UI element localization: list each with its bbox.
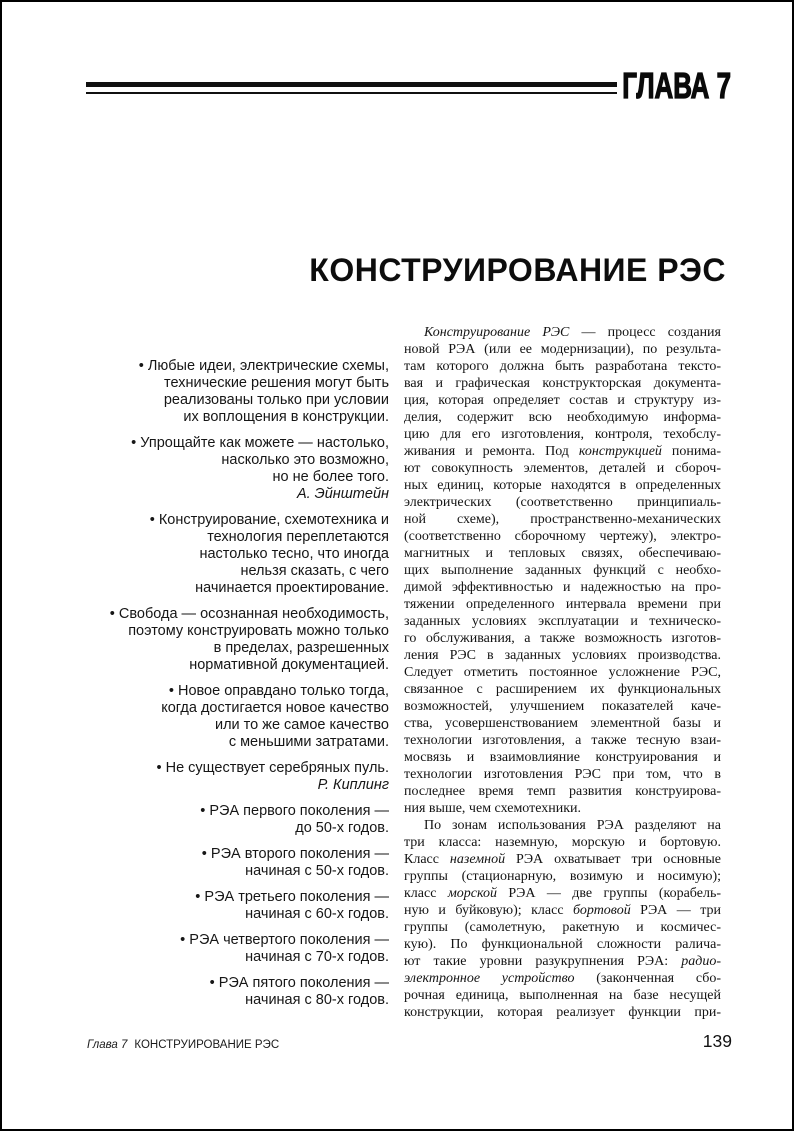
text-segment: ют совокупность элементов, деталей и сбороч- — [404, 461, 721, 476]
text-line — [404, 426, 721, 443]
text-line — [404, 766, 721, 783]
page-number: 139 — [702, 1031, 732, 1051]
text-segment: тяжении определенного интервала времени при — [404, 597, 721, 612]
paragraph — [404, 817, 721, 1021]
text-line — [87, 580, 389, 597]
epigraph-item — [87, 889, 389, 923]
text-segment: нормативной документацией. — [189, 657, 389, 673]
text-line — [404, 800, 721, 817]
text-segment: начиная с 70-х годов. — [245, 949, 389, 965]
text-line — [87, 683, 389, 700]
text-segment: живания и ремонта. Под — [404, 444, 579, 459]
text-segment: вая и графическая конструкторская документа- — [404, 376, 721, 391]
text-line — [87, 606, 389, 623]
text-segment: нельзя сказать, с чего — [240, 563, 389, 579]
text-segment: По зонам использования РЭА разделяют на — [424, 818, 721, 833]
text-segment: цию для его изготовления, контроля, техобслу- — [404, 427, 721, 442]
text-line — [87, 452, 389, 469]
italic-text-segment: конструкцией — [578, 444, 662, 459]
italic-text-segment: Конструирование РЭС — [424, 325, 570, 340]
text-segment: ния выше, чем схемотехники. — [404, 801, 582, 816]
text-segment: начиная с 80-х годов. — [245, 992, 389, 1008]
text-segment: • РЭА четвертого поколения — — [180, 932, 389, 948]
text-segment: кую). По функциональной сложности ралича- — [404, 937, 721, 952]
text-line — [404, 868, 721, 885]
text-line — [87, 435, 389, 452]
text-segment: реализованы только при условии — [163, 392, 389, 408]
text-segment: технологии изготовления РЭС при том, что в — [404, 767, 721, 782]
text-line — [87, 546, 389, 563]
text-line — [404, 477, 721, 494]
text-line — [404, 1004, 721, 1021]
italic-text-segment: радио- — [681, 954, 721, 969]
text-line — [404, 987, 721, 1004]
epigraph-item — [87, 846, 389, 880]
footer-running-title — [87, 1039, 279, 1051]
text-line — [87, 409, 389, 426]
footer-chapter-label: Глава 7 — [87, 1039, 128, 1051]
text-line — [404, 749, 721, 766]
text-line — [404, 324, 721, 341]
text-line — [87, 734, 389, 751]
italic-text-segment: бортовой — [573, 903, 631, 918]
text-segment: РЭА охватывает три основные — [505, 852, 721, 867]
header-rule-thin — [86, 92, 617, 94]
text-segment: ных единиц, которые находятся в определенных — [404, 478, 721, 493]
text-line — [404, 409, 721, 426]
text-segment: (законченная сбо- — [574, 971, 721, 986]
epigraph-item — [87, 760, 389, 794]
text-line — [404, 698, 721, 715]
text-line — [87, 760, 389, 777]
text-segment: — процесс создания — [569, 325, 721, 340]
italic-text-segment: Р. Киплинг — [317, 777, 389, 793]
text-segment: • Не существует серебряных пуль. — [156, 760, 389, 776]
text-line — [404, 630, 721, 647]
text-segment: технология переплетаются — [207, 529, 389, 545]
text-segment: ция, которая определяет состав и структуру из- — [404, 393, 721, 408]
text-segment: димой эффективностью и надежностью на про- — [404, 580, 721, 595]
text-line — [404, 341, 721, 358]
text-segment: • Любые идеи, электрические схемы, — [138, 358, 389, 374]
italic-text-segment: А. Эйнштейн — [296, 486, 389, 502]
text-segment: там которого должна быть разработана тексто- — [404, 359, 721, 374]
text-line — [404, 715, 721, 732]
epigraph-item — [87, 932, 389, 966]
chapter-heading: ГЛАВА 7 — [622, 65, 731, 106]
text-segment: или то же самое качество — [214, 717, 389, 733]
text-segment: начинается проектирование. — [195, 580, 389, 596]
text-line — [87, 529, 389, 546]
text-line — [87, 657, 389, 674]
text-segment: последнее время темп развития конструирова- — [404, 784, 721, 799]
text-segment: • РЭА второго поколения — — [201, 846, 389, 862]
text-line — [87, 889, 389, 906]
text-line — [404, 392, 721, 409]
text-segment: (соответственно сборочному чертежу), электро- — [404, 529, 721, 544]
text-segment: группы (самолетную, ракетную и космичес- — [404, 920, 721, 935]
page-title: КОНСТРУИРОВАНИЕ РЭС — [309, 252, 726, 288]
text-line — [404, 494, 721, 511]
text-segment: конструкции, которая реализует функции при- — [404, 1005, 721, 1020]
epigraph-item — [87, 803, 389, 837]
text-line — [87, 863, 389, 880]
text-line — [87, 563, 389, 580]
text-segment: • Конструирование, схемотехника и — [149, 512, 389, 528]
text-line — [87, 640, 389, 657]
text-line — [404, 919, 721, 936]
text-line — [87, 358, 389, 375]
text-segment: технологии изготовления, а также тесную взаи- — [404, 733, 721, 748]
text-line — [404, 885, 721, 902]
text-line — [87, 623, 389, 640]
epigraph-column — [87, 358, 389, 1018]
text-line — [404, 596, 721, 613]
main-text-column — [404, 324, 721, 1021]
text-segment: их воплощения в конструкции. — [183, 409, 389, 425]
text-segment: щих выполнение заданных функций с необхо- — [404, 563, 721, 578]
text-line — [404, 834, 721, 851]
text-line — [404, 970, 721, 987]
text-line — [87, 820, 389, 837]
text-segment: магнитных и тепловых связях, обеспечиваю- — [404, 546, 721, 561]
text-segment: электрических (соответственно принципиаль- — [404, 495, 721, 510]
text-line — [87, 375, 389, 392]
epigraph-item — [87, 683, 389, 751]
text-line — [87, 992, 389, 1009]
text-segment: РЭА — три — [630, 903, 721, 918]
text-line — [87, 717, 389, 734]
text-segment: когда достигается новое качество — [161, 700, 389, 716]
text-segment: начиная с 60-х годов. — [245, 906, 389, 922]
text-line — [87, 949, 389, 966]
text-line — [404, 817, 721, 834]
text-segment: РЭА — две группы (корабель- — [496, 886, 721, 901]
text-line — [404, 562, 721, 579]
text-segment: ют такие уровни разукрупнения РЭА: — [404, 954, 682, 969]
text-segment: три класса: наземную, морскую и бортовую. — [404, 835, 721, 850]
italic-text-segment: наземной — [449, 852, 506, 867]
text-segment: насколько это возможно, — [221, 452, 389, 468]
text-segment: поэтому конструировать можно только — [128, 623, 389, 639]
text-line — [404, 375, 721, 392]
text-segment: заданных условиях эксплуатации и техническо- — [404, 614, 721, 629]
text-line — [87, 777, 389, 794]
text-segment: • Упрощайте как можете — настолько, — [131, 435, 389, 451]
text-line — [404, 953, 721, 970]
text-segment: связанное с расширением их функциональных — [404, 682, 721, 697]
footer-title-label: КОНСТРУИРОВАНИЕ РЭС — [134, 1039, 280, 1051]
text-line — [404, 936, 721, 953]
text-segment: настолько тесно, что иногда — [199, 546, 389, 562]
text-segment: начиная с 50-х годов. — [245, 863, 389, 879]
paragraph — [404, 324, 721, 817]
text-segment: класс — [404, 886, 448, 901]
italic-text-segment: морской — [447, 886, 497, 901]
text-segment: Класс — [404, 852, 450, 867]
text-segment: мосвязь и взаимовлияние конструирования и — [404, 750, 721, 765]
text-line — [404, 545, 721, 562]
epigraph-item — [87, 512, 389, 597]
text-segment: Следует отметить постоянное усложнение РЭС, — [404, 665, 721, 680]
text-line — [404, 511, 721, 528]
text-line — [87, 392, 389, 409]
text-segment: • РЭА пятого поколения — — [209, 975, 389, 991]
text-segment: рочная единица, выполненная на базе несущей — [404, 988, 721, 1003]
text-line — [404, 664, 721, 681]
text-segment: • Новое оправдано только тогда, — [168, 683, 389, 699]
text-line — [404, 460, 721, 477]
text-segment: ства, усовершенствованием элементной базы и — [404, 716, 721, 731]
text-segment: го обслуживания, а также возможность изготов- — [404, 631, 721, 646]
text-segment: понима- — [661, 444, 721, 459]
text-segment: в пределах, разрешенных — [213, 640, 389, 656]
text-segment: ную и буйковую); класс — [404, 903, 574, 918]
text-line — [404, 783, 721, 800]
text-line — [404, 902, 721, 919]
content-columns — [87, 324, 721, 1021]
text-segment: с меньшими затратами. — [228, 734, 389, 750]
text-line — [404, 613, 721, 630]
text-line — [87, 932, 389, 949]
text-line — [404, 851, 721, 868]
text-segment: делия, содержит всю необходимую информа- — [404, 410, 721, 425]
text-line — [87, 469, 389, 486]
text-line — [404, 732, 721, 749]
text-segment: новой РЭА (или ее модернизации), по результа- — [404, 342, 721, 357]
text-segment: • РЭА первого поколения — — [200, 803, 389, 819]
text-segment: ления РЭС в заданных условиях производства. — [404, 648, 721, 663]
text-line — [87, 975, 389, 992]
epigraph-item — [87, 358, 389, 426]
text-segment: группы (стационарную, возимую и носимую); — [404, 869, 721, 884]
text-segment: технические решения могут быть — [164, 375, 389, 391]
text-segment: • Свобода — осознанная необходимость, — [109, 606, 389, 622]
text-segment: но не более того. — [272, 469, 389, 485]
text-line — [87, 803, 389, 820]
text-line — [87, 700, 389, 717]
text-segment: ной схеме), пространственно-механических — [404, 512, 721, 527]
text-segment: возможностей, улучшением показателей каче- — [404, 699, 721, 714]
text-line — [404, 681, 721, 698]
epigraph-item — [87, 606, 389, 674]
text-line — [404, 528, 721, 545]
text-line — [87, 486, 389, 503]
text-line — [404, 443, 721, 460]
italic-text-segment: электронное устройство — [404, 971, 575, 986]
text-segment: • РЭА третьего поколения — — [195, 889, 389, 905]
text-line — [87, 512, 389, 529]
text-line — [404, 579, 721, 596]
header-rule-thick — [86, 82, 617, 87]
text-segment: до 50-х годов. — [295, 820, 389, 836]
text-line — [87, 846, 389, 863]
epigraph-item — [87, 975, 389, 1009]
text-line — [404, 647, 721, 664]
text-line — [87, 906, 389, 923]
text-line — [404, 358, 721, 375]
epigraph-item — [87, 435, 389, 503]
